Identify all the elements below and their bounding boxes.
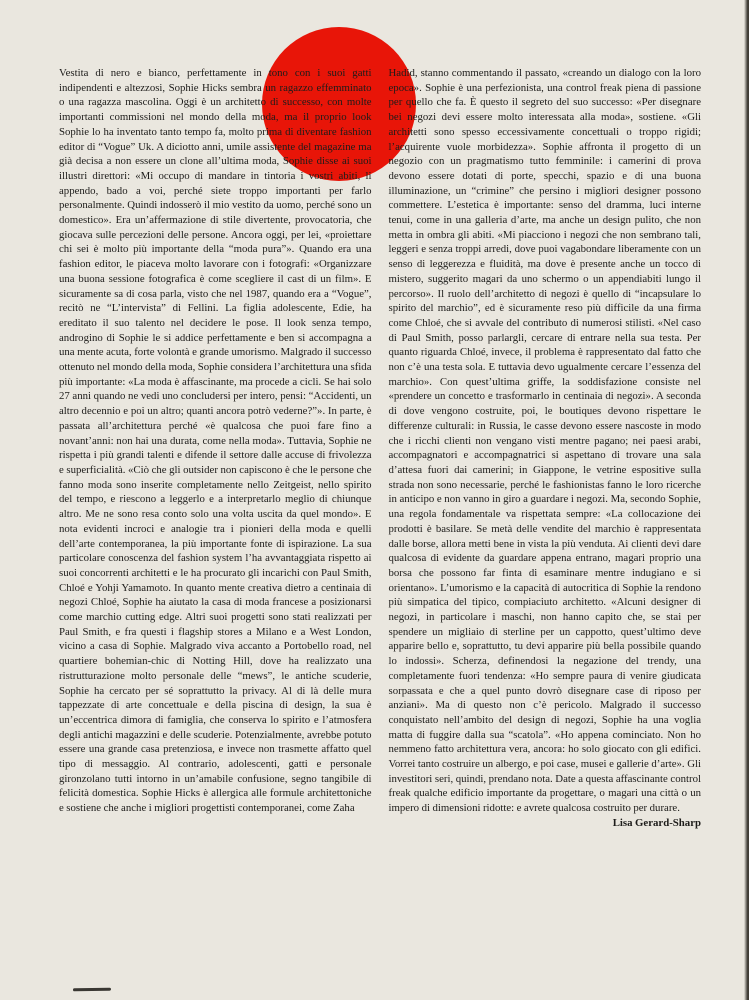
scan-edge-shadow bbox=[744, 0, 749, 1000]
article-column-left bbox=[59, 66, 372, 831]
article-column-right bbox=[389, 66, 702, 831]
article-text-right: Hadid, stanno commentando il passato, «creando un dialogo con la loro epoca». Sophie è una perfezionista, una control freak piena di passione per quello che fa. È questo il segreto del suo successo: «Per disegnare bei negozi devi essere molto interessata alla moda», sostiene. «Gli architetti sono spesso eccessivamente concettuali o troppo rigidi; l’acquirente vuole morbidezza». Sophie affronta il progetto di un negozio con un pragmatismo tutto femminile: i camerini di prova devono essere dotati di porte, specchi, spazio e di una buona illuminazione, un “crimine” che persino i migliori designer possono commettere. L’estetica è importante: senso del dramma, luci interne tenui, come in una galleria d’arte, ma anche un design pulito, che non metta in ombra gli abiti. «Mi piacciono i negozi che non sembrano tali, leggeri e senza troppi arredi, dove puoi vagabondare liberamente con un senso di leggerezza e fluidità, ma dove è presente anche un tocco di mistero, suggerito magari da uno schermo o un appendiabiti lungo il percorso». Il ruolo dell’architetto di negozi è quello di “incapsulare lo spirito del marchio”, ed è sicuramente reso più difficile da una firma come Chloé, che si avvale del contributo di numerosi stilisti. «Nel caso di Paul Smith, posso parlargli, cercare di entrare nella sua testa. Per quanto riguarda Chloé, invece, il problema è rappresentato dal fatto che non c’è una testa sola. E tuttavia devo ugualmente cercare l’essenza del marchio». Con quest’ultima griffe, la soddisfazione consiste nel «prendere un concetto e trasformarlo in centinaia di negozi». A seconda di dove vengono costruite, poi, le boutiques devono rispettare le differenze culturali: in Russia, le casse devono essere nascoste in modo che i ricchi clienti non vengano visti mentre pagano; nei paesi arabi, accompagnatori e accompagnatrici si aspettano di trovare una sala d’attesa fuori dai camerini; in Giappone, le vetrine espositive sulla strada non sono necessarie, perché le fashionistas fanno le loro ricerche in anticipo e non vanno in giro a guardare i negozi. Ma, secondo Sophie, una regola fondamentale va rispettata sempre: «La collocazione dei prodotti è basilare. Se metà delle vendite del marchio è rappresentata dalle borse, allora metti bene in vista la più venduta. Ai clienti devi dare qualcosa di evidente da guardare appena entrano, magari proprio una borsa che possono far finta di esaminare mentre indugiano e si orientano». L’umorismo e la capacità di autocritica di Sophie la rendono più simpatica del tipico, compiaciuto architetto. «Alcuni designer di negozi, in particolare i maschi, non hanno capito che, se stai per spendere un migliaio di sterline per un cappotto, quest’ultimo deve apparire bello e, soprattutto, tu devi apparire più bella possibile quando lo indossi». Scherza, definendosi la negazione del trendy, una completamente fuori tendenza: «Ho sempre paura di venire giudicata sorpassata e che a quel punto dovrò disegnare case di riposo per anziani». Ma di questo non c’è pericolo. Malgrado il successo conquistato nell’ambito del design di negozi, Sophie ha una voglia matta di fuggire dalla sua “scatola”. «Ho appena cominciato. Non ho nemmeno fatto architettura vera, ancora: ho solo giocato con gli edifici. Vorrei tanto costruire un albergo, e poi case, musei e gallerie d’arte». Gli investitori seri, quindi, prendano nota. Date a questa affascinante control freak qualche edificio importante da progettare, o magari una città o un impero di dimensioni ridotte: e avrete qualcosa costruito per durare. bbox=[388, 67, 701, 815]
article-body bbox=[59, 66, 701, 831]
article-text-left: Vestita di nero e bianco, perfettamente in tono con i suoi gatti indipendenti e altezzosi, Sophie Hicks sembra un ragazzo effemminato o una ragazza mascolina. Oggi è un architetto di successo, con molte importanti commissioni nel mondo della moda, ma il proprio look Sophie lo ha inventato tanto tempo fa, molto prima di diventare fashion editor di “Vogue” Uk. A diciotto anni, umile assistente del magazine ma già decisa a non essere un clone all’ultima moda, Sophie disse ai suoi illustri direttori: «Mi occupo di mandare in tintoria i vostri abiti, li appendo, bado a voi, perché siete troppo importanti per farlo personalmente. Quindi indosserò il mio vestito da uomo, perché sono un domestico». Era un’affermazione di stile divertente, provocatoria, che giocava sulle percezioni delle persone. Ancora oggi, per lei, «proiettare chi sei è molto più importante della “moda pura”». Quando era una fashion editor, le piaceva molto lavorare con i fotografi: «Organizzare una buona sessione fotografica è come scegliere il cast di un film». E sicuramente sa di cosa parla, visto che nel 1987, quando era a “Vogue”, recitò ne “L’intervista” di Fellini. La figlia adolescente, Edie, ha ereditato il suo talento nel decidere le pose. Il look senza tempo, androgino di Sophie le si addice perfettamente e ben si accompagna a una mente acuta, forte volontà e grande umorismo. Malgrado il successo ottenuto nel mondo della moda, Sophie considera l’architettura una sfida più importante: «La moda è affascinante, ma procede a cicli. Se hai solo 27 anni quando ne vedi uno concludersi per intero, pensi: “Accidenti, un altro decennio e poi un altro; quanti ancora potrò vederne?”». In parte, è passata all’architettura perché «è qualcosa che puoi fare fino a novant’anni: non hai una durata, come nella moda». Tuttavia, Sophie ne rispetta i più grandi talenti e difende il settore dalle accuse di frivolezza e superficialità. «Ciò che gli outsider non capiscono è che le persone che fanno moda sono inserite completamente nello Zeitgeist, nello spirito del tempo, e riescono a leggerlo e a interpretarlo meglio di chiunque altro. Me ne sono resa conto solo una volta uscita da quel mondo». E nota evidenti incroci e analogie tra i pionieri della moda e quelli dell’arte contemporanea, la più importante fonte di ispirazione. La sua particolare conoscenza del fashion system l’ha avvantaggiata rispetto ai suoi concorrenti architetti e le ha procurato gli incarichi con Paul Smith, Chloé e Yohji Yamamoto. In quanto mente creativa dietro a centinaia di negozi Chloé, Sophie ha aiutato la casa di moda francese a posizionarsi come marchio cutting edge. Altri suoi progetti sono stati realizzati per Paul Smith, e fra questi i flagship stores a Milano e a West London, vicino a casa di Sophie. Malgrado viva accanto a Portobello road, nel quartiere bohemian-chic di Notting Hill, dove ha realizzato una ristrutturazione molto personale delle “mews”, le antiche scuderie, Sophie ha cercato per sé soprattutto la privacy. Al di là delle mura tappezzate di arte concettuale e della piscina di design, la sua è un’eccentrica dimora di famiglia, che conserva lo spirito e l’atmosfera degli antichi magazzini e delle scuderie. Potenzialmente, avrebbe potuto essere una grande casa pretenziosa, e invece non trasmette affatto quel tipo di messaggio. Al contrario, adolescenti, gatti e personale gironzolano tutti intorno in un’amabile confusione, segno tangibile di felicità domestica. Sophie Hicks è allergica alle formule architettoniche e sostiene che anche i migliori progettisti contemporanei, come Zaha bbox=[59, 67, 372, 815]
scan-bottom-mark bbox=[73, 988, 111, 992]
byline: Lisa Gerard-Sharp bbox=[612, 816, 701, 829]
